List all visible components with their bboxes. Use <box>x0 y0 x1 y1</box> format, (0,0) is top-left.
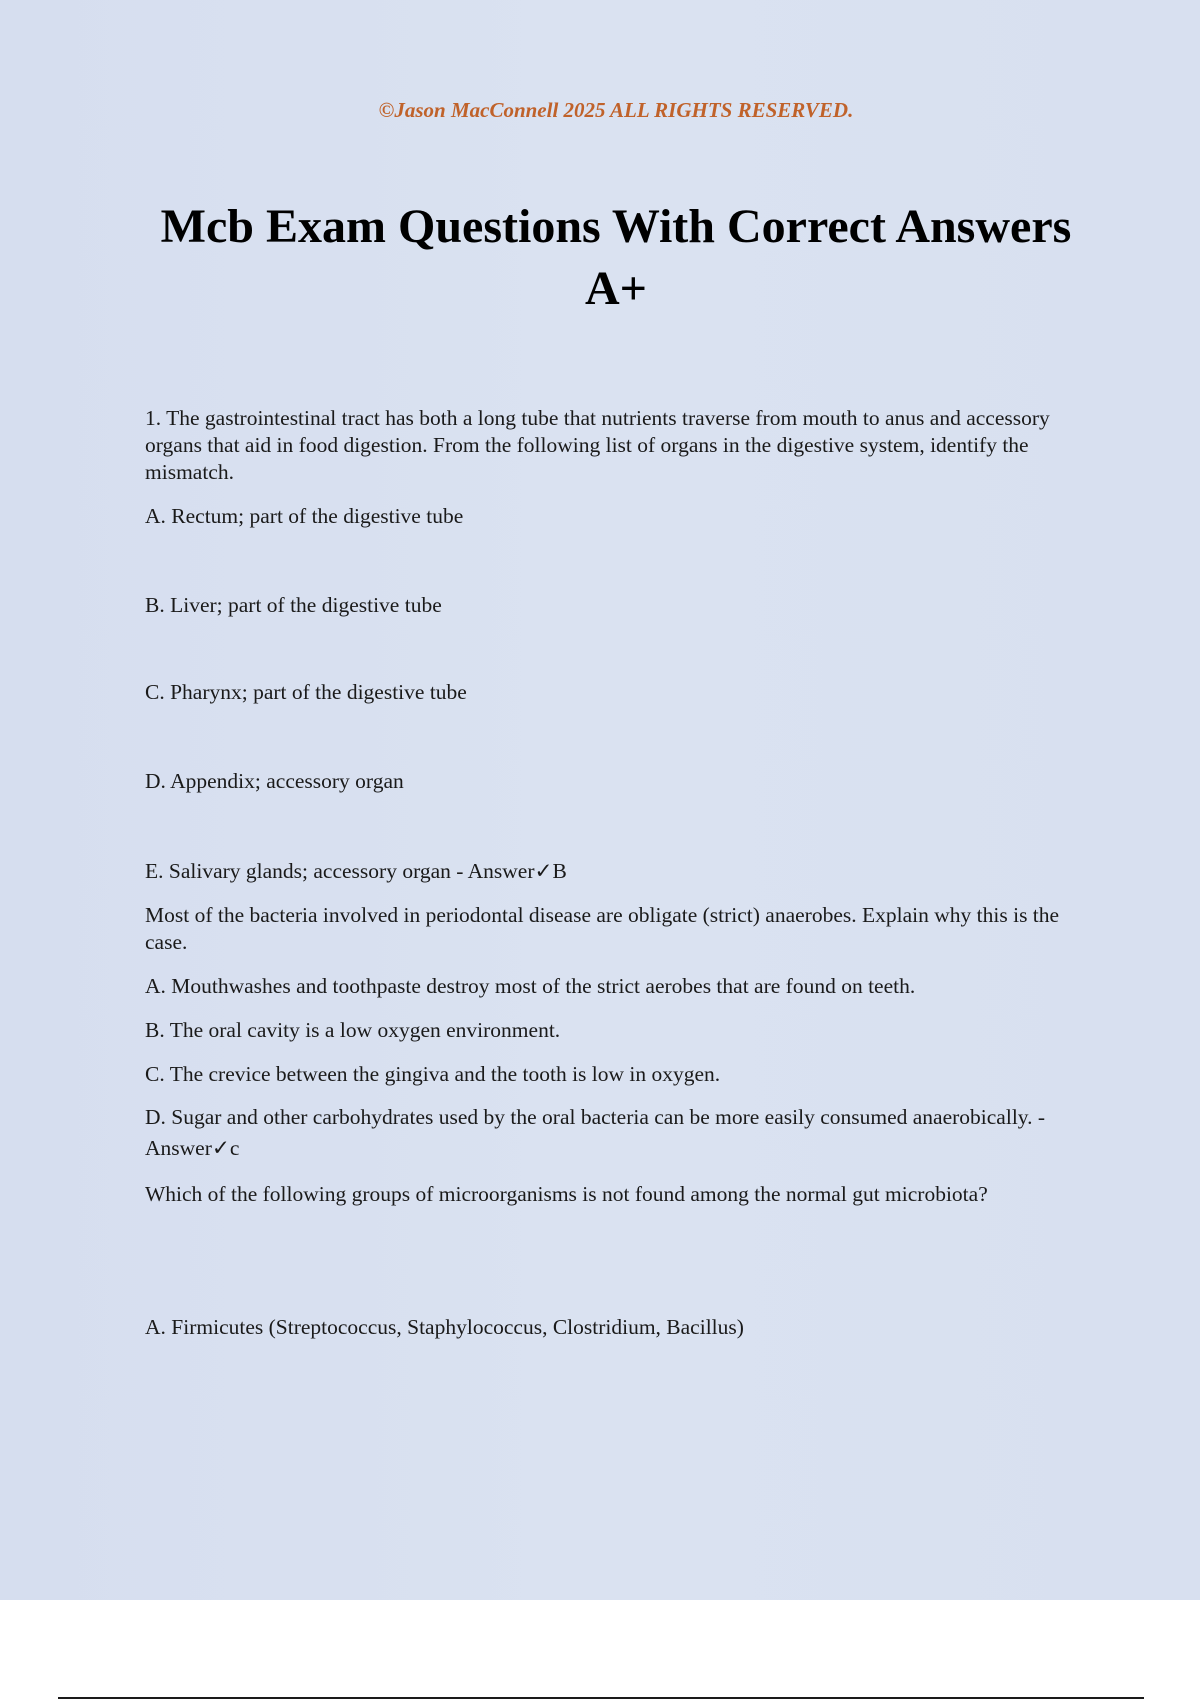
question-1-option-d: D. Appendix; accessory organ <box>145 769 404 793</box>
bottom-divider <box>58 1697 1144 1699</box>
question-1-option-a: A. Rectum; part of the digestive tube <box>145 504 464 528</box>
question-3-text: Which of the following groups of microorganisms is not found among the normal gut microbiota? <box>145 1182 988 1206</box>
question-1-option-c: C. Pharynx; part of the digestive tube <box>145 680 467 704</box>
question-2-option-a: A. Mouthwashes and toothpaste destroy most of the strict aerobes that are found on teeth. <box>145 974 916 998</box>
question-3-option-a: A. Firmicutes (Streptococcus, Staphylococcus, Clostridium, Bacillus) <box>145 1315 744 1339</box>
question-2-option-c: C. The crevice between the gingiva and the tooth is low in oxygen. <box>145 1062 721 1086</box>
question-2-option-b: B. The oral cavity is a low oxygen environment. <box>145 1018 561 1042</box>
question-1-option-b: B. Liver; part of the digestive tube <box>145 593 442 617</box>
question-1-option-e: E. Salivary glands; accessory organ - Answer✓B <box>145 859 567 883</box>
title-line-2: A+ <box>584 262 647 315</box>
question-2-option-d: D. Sugar and other carbohydrates used by the oral bacteria can be more easily consumed anaerobically. - Answer✓c <box>145 1105 1046 1160</box>
question-content <box>145 405 1080 1341</box>
document-title <box>0 196 1200 320</box>
title-line-1: Mcb Exam Questions With Correct Answers <box>160 200 1072 253</box>
question-2-text: Most of the bacteria involved in periodontal disease are obligate (strict) anaerobes. Explain why this is the case. <box>145 903 1060 954</box>
copyright-notice: ©Jason MacConnell 2025 ALL RIGHTS RESERVED. <box>378 98 854 122</box>
question-1-text: 1. The gastrointestinal tract has both a long tube that nutrients traverse from mouth to anus and accessory organs that aid in food digestion. From the following list of organs in the digestive system, identify the mismatch. <box>145 406 1050 484</box>
